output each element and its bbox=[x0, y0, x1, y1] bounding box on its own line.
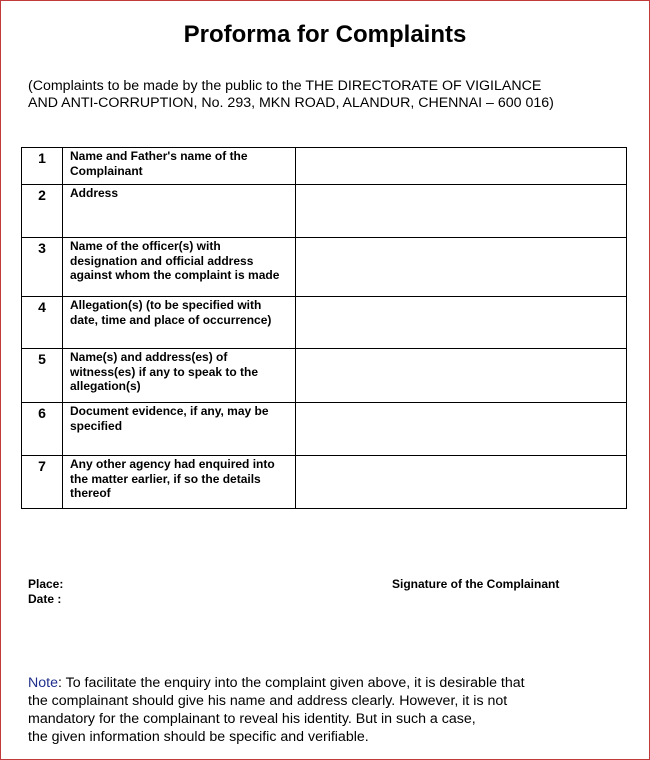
row-number: 6 bbox=[22, 403, 63, 456]
row-label-allegation: Allegation(s) (to be specified with date, time and place of occurrence) bbox=[63, 297, 296, 349]
date-label: Date : bbox=[28, 592, 62, 606]
row-label-complainant-name: Name and Father's name of the Complainant bbox=[63, 148, 296, 185]
table-row-7 bbox=[22, 456, 627, 509]
table-row-5 bbox=[22, 349, 627, 403]
note-paragraph bbox=[28, 674, 628, 746]
row-number: 5 bbox=[22, 349, 63, 403]
row-label-document-evidence: Document evidence, if any, may be specified bbox=[63, 403, 296, 456]
row-number: 4 bbox=[22, 297, 63, 349]
signature-label: Signature of the Complainant bbox=[392, 577, 560, 591]
witness-field[interactable] bbox=[296, 349, 627, 403]
note-line-1-text: : To facilitate the enquiry into the complaint given above, it is desirable that bbox=[57, 675, 525, 691]
subtitle-line-2: AND ANTI-CORRUPTION, No. 293, MKN ROAD, ALANDUR, CHENNAI – 600 016) bbox=[28, 95, 554, 111]
table-row-2 bbox=[22, 185, 627, 238]
note-line-2: the complainant should give his name and address clearly. However, it is not bbox=[28, 693, 508, 709]
table-row-1 bbox=[22, 148, 627, 185]
document-evidence-field[interactable] bbox=[296, 403, 627, 456]
page-title: Proforma for Complaints bbox=[183, 21, 467, 48]
row-label-officer: Name of the officer(s) with designation and official address against whom the complaint is made bbox=[63, 238, 296, 297]
complaint-form-table bbox=[21, 147, 627, 509]
table-row-4 bbox=[22, 297, 627, 349]
note-line-3: mandatory for the complainant to reveal his identity. But in such a case, bbox=[28, 711, 476, 727]
table-row-6 bbox=[22, 403, 627, 456]
subtitle-line-1: (Complaints to be made by the public to the THE DIRECTORATE OF VIGILANCE bbox=[28, 78, 542, 94]
row-number: 1 bbox=[22, 148, 63, 185]
note-label: Note bbox=[28, 675, 58, 691]
row-label-address: Address bbox=[63, 185, 296, 238]
row-number: 7 bbox=[22, 456, 63, 509]
note-line-4: the given information should be specific and verifiable. bbox=[28, 729, 369, 745]
complainant-name-field[interactable] bbox=[296, 148, 627, 185]
row-number: 2 bbox=[22, 185, 63, 238]
row-label-other-agency: Any other agency had enquired into the matter earlier, if so the details thereof bbox=[63, 456, 296, 509]
table-row-3 bbox=[22, 238, 627, 297]
note-line-1 bbox=[28, 674, 628, 692]
row-number: 3 bbox=[22, 238, 63, 297]
officer-field[interactable] bbox=[296, 238, 627, 297]
allegation-field[interactable] bbox=[296, 297, 627, 349]
other-agency-field[interactable] bbox=[296, 456, 627, 509]
subtitle bbox=[28, 78, 628, 112]
row-label-witness: Name(s) and address(es) of witness(es) if any to speak to the allegation(s) bbox=[63, 349, 296, 403]
address-field[interactable] bbox=[296, 185, 627, 238]
place-label: Place: bbox=[28, 577, 64, 591]
